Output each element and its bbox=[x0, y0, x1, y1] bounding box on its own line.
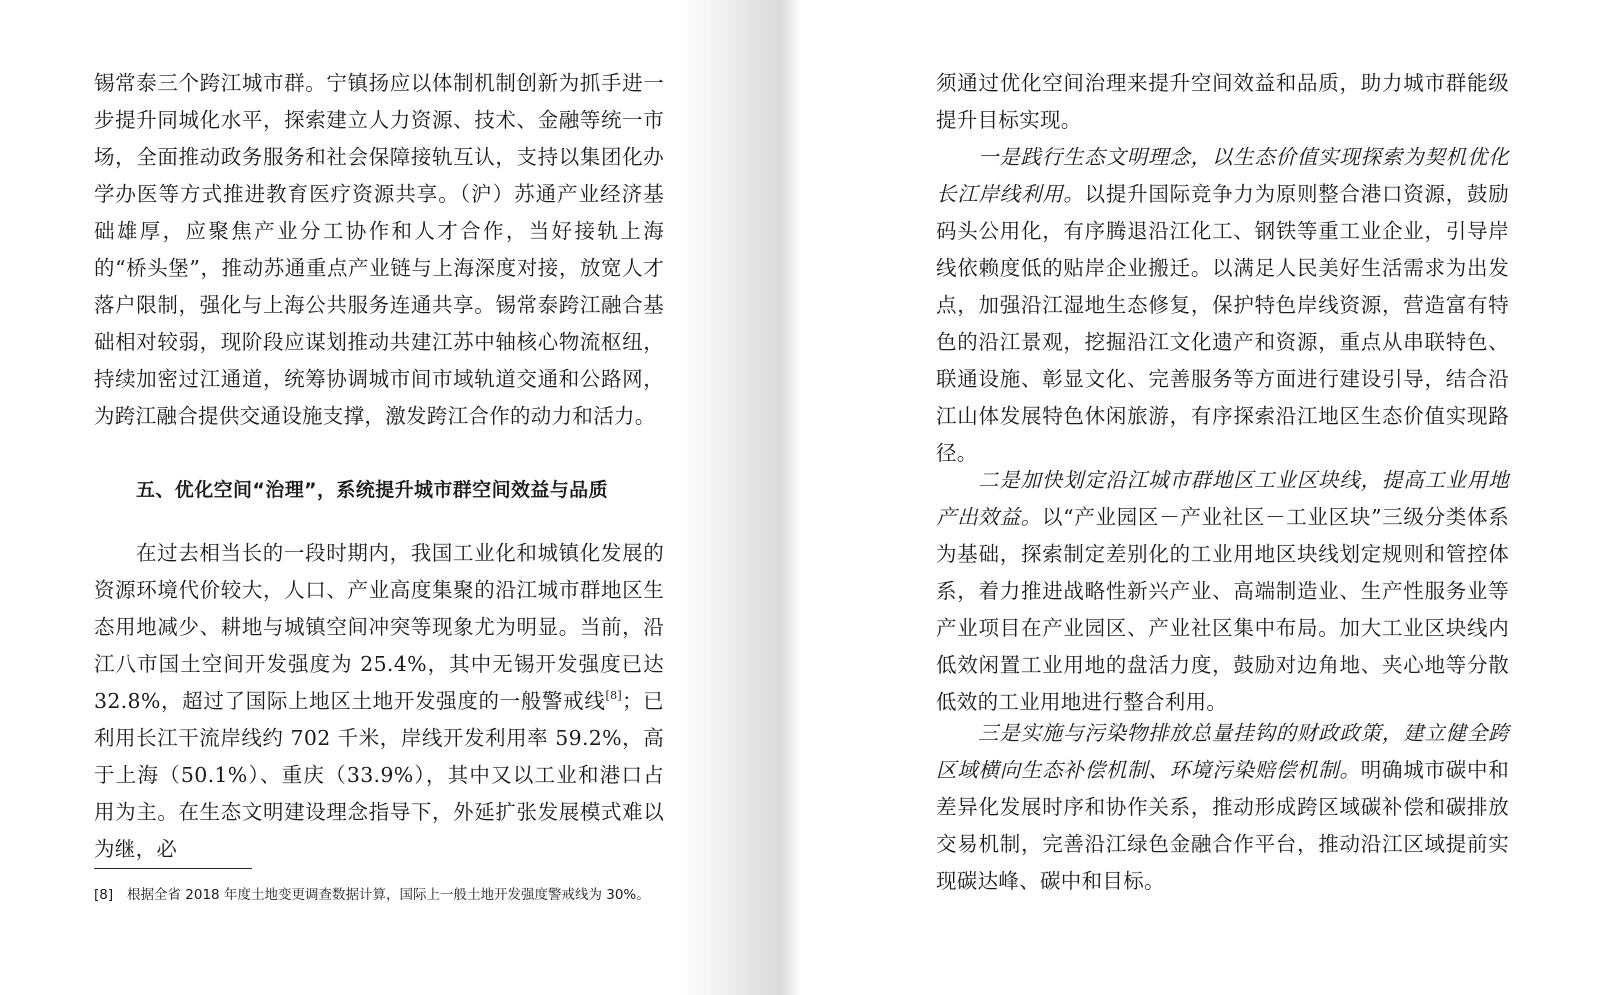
item-body-2: 以“产业园区－产业社区－工业区块”三级分类体系为基础，探索制定差别化的工业用地区块线划定规则和管控体系，着力推进战略性新兴产业、高端制造业、生产性服务业等产业项目在产业园区、产业社区集中布局。加大工业区块线内低效闲置工业用地的盘活力度，鼓励对边角地、夹心地等分散低效的工业用地进行整合利用。 bbox=[936, 505, 1510, 714]
item-paragraph-2 bbox=[936, 462, 1509, 721]
item-lead-2: 二是加快划定沿江城市群地区工业区块线，提高工业用地产出效益。 bbox=[936, 468, 1509, 529]
left-body-paragraph bbox=[94, 535, 664, 868]
item-lead-3: 三是实施与污染物排放总量挂钩的财政政策，建立健全跨区域横向生态补偿机制、环境污染赔偿机制。 bbox=[936, 721, 1509, 782]
item-paragraph-3 bbox=[936, 715, 1509, 900]
book-gutter-shadow bbox=[676, 0, 800, 995]
right-page bbox=[936, 0, 1509, 995]
item-body-1: 以提升国际竞争力为原则整合港口资源，鼓励码头公用化，有序腾退沿江化工、钢铁等重工业企业，引导岸线依赖度低的贴岸企业搬迁。以满足人民美好生活需求为出发点，加强沿江湿地生态修复，保护特色岸线资源，营造富有特色的沿江景观，挖掘沿江文化遗产和资源，重点从串联特色、联通设施、彰显文化、完善服务等方面进行建设引导，结合沿江山体发展特色休闲旅游，有序探索沿江地区生态价值实现路径。 bbox=[936, 182, 1509, 465]
footnote-text: 根据全省 2018 年度土地变更调查数据计算，国际上一般土地开发强度警戒线为 30%。 bbox=[127, 887, 650, 903]
item-paragraph-1 bbox=[936, 139, 1509, 472]
section-heading: 五、优化空间“治理”，系统提升城市群空间效益与品质 bbox=[136, 479, 608, 501]
left-continued-paragraph: 锡常泰三个跨江城市群。宁镇扬应以体制机制创新为抓手进一步提升同城化水平，探索建立人力资源、技术、金融等统一市场，全面推动政务服务和社会保障接轨互认，支持以集团化办学办医等方式推进教育医疗资源共享。（沪）苏通产业经济基础雄厚，应聚焦产业分工协作和人才合作，当好接轨上海的“桥头堡”，推动苏通重点产业链与上海深度对接，放宽人才落户限制，强化与上海公共服务连通共享。锡常泰跨江融合基础相对较弱，现阶段应谋划推动共建江苏中轴核心物流枢纽，持续加密过江通道，统筹协调城市间市域轨道交通和公路网，为跨江融合提供交通设施支撑，激发跨江合作的动力和活力。 bbox=[94, 71, 664, 428]
footnote-mark: [8] bbox=[94, 887, 114, 903]
footnote-divider bbox=[94, 868, 252, 869]
left-page bbox=[94, 0, 664, 995]
footnote-reference[interactable]: [8] bbox=[605, 689, 623, 702]
item-lead-1: 一是践行生态文明理念，以生态价值实现探索为契机优化长江岸线利用。 bbox=[936, 145, 1509, 206]
item-body-3: 明确城市碳中和差异化发展时序和协作关系，推动形成跨区域碳补偿和碳排放交易机制，完善沿江绿色金融合作平台，推动沿江区域提前实现碳达峰、碳中和目标。 bbox=[936, 758, 1509, 893]
right-continued-paragraph: 须通过优化空间治理来提升空间效益和品质，助力城市群能级提升目标实现。 bbox=[936, 71, 1509, 132]
body-text-after-note: ；已利用长江干流岸线约 702 千米，岸线开发利用率 59.2%，高于上海（50.1%）、重庆（33.9%），其中又以工业和港口占用为主。在生态文明建设理念指导下，外延扩张发展模式难以为继，必 bbox=[94, 689, 664, 861]
footnote bbox=[94, 882, 664, 908]
body-text-before-note: 在过去相当长的一段时期内，我国工业化和城镇化发展的资源环境代价较大，人口、产业高度集聚的沿江城市群地区生态用地减少、耕地与城镇空间冲突等现象尤为明显。当前，沿江八市国土空间开发强度为 25.4%，其中无锡开发强度已达 32.8%，超过了国际上地区土地开发强度的一般警戒线 bbox=[94, 541, 664, 713]
